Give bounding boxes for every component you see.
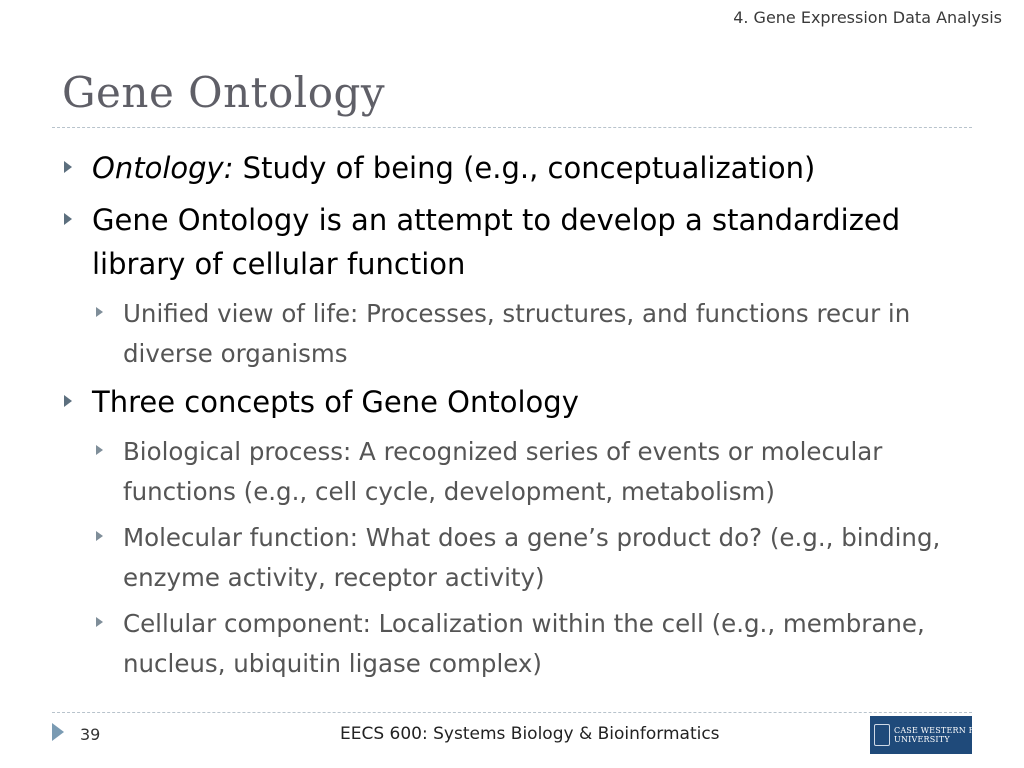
footer-arrow-icon: [52, 723, 64, 741]
bullet-text: Three concepts of Gene Ontology: [92, 385, 579, 419]
bullet-text: Gene Ontology is an attempt to develop a standardized library of cellular function: [92, 203, 901, 281]
section-header: 4. Gene Expression Data Analysis: [733, 8, 1002, 27]
bullet-text: Study of being (e.g., conceptualization): [233, 151, 816, 185]
slide-title: Gene Ontology: [62, 68, 386, 117]
title-divider: [52, 127, 972, 128]
bullet-text: Unified view of life: Processes, structures, and functions recur in diverse organisms: [123, 299, 911, 368]
bullet-gene-ontology: [62, 198, 962, 286]
bullet-text: Biological process: A recognized series of events or molecular functions (e.g., cell cycle, development, metabolism): [123, 437, 883, 506]
sub-bullet-arrow-icon: [96, 445, 103, 455]
bullet-ontology: [62, 146, 962, 190]
university-logo: [870, 716, 1011, 754]
sub-bullet-molecular-function: [62, 518, 962, 598]
sub-bullet-arrow-icon: [96, 531, 103, 541]
bullet-arrow-icon: [64, 395, 72, 407]
sub-bullet-arrow-icon: [96, 617, 103, 627]
sub-bullet-cellular-component: [62, 604, 962, 684]
sub-bullet-unified-view: [62, 294, 962, 374]
page-number: 39: [80, 725, 101, 744]
logo-text: [894, 726, 1011, 744]
logo-seal-icon: [874, 724, 890, 746]
footer-course: EECS 600: Systems Biology & Bioinformatics: [340, 724, 720, 744]
bullet-text: Molecular function: What does a gene’s product do? (e.g., binding, enzyme activity, receptor activity): [123, 523, 941, 592]
slide-content: [62, 146, 962, 690]
logo-text-line2: UNIVERSITY: [894, 735, 950, 744]
bullet-arrow-icon: [64, 161, 72, 173]
sub-bullet-arrow-icon: [96, 307, 103, 317]
bullet-term: Ontology:: [92, 151, 234, 185]
sub-bullet-biological-process: [62, 432, 962, 512]
footer-divider: [52, 712, 972, 713]
logo-text-line1: CASE WESTERN RESERVE: [894, 726, 1011, 735]
bullet-three-concepts: [62, 380, 962, 424]
bullet-text: Cellular component: Localization within the cell (e.g., membrane, nucleus, ubiquitin ligase complex): [123, 609, 925, 678]
bullet-arrow-icon: [64, 213, 72, 225]
